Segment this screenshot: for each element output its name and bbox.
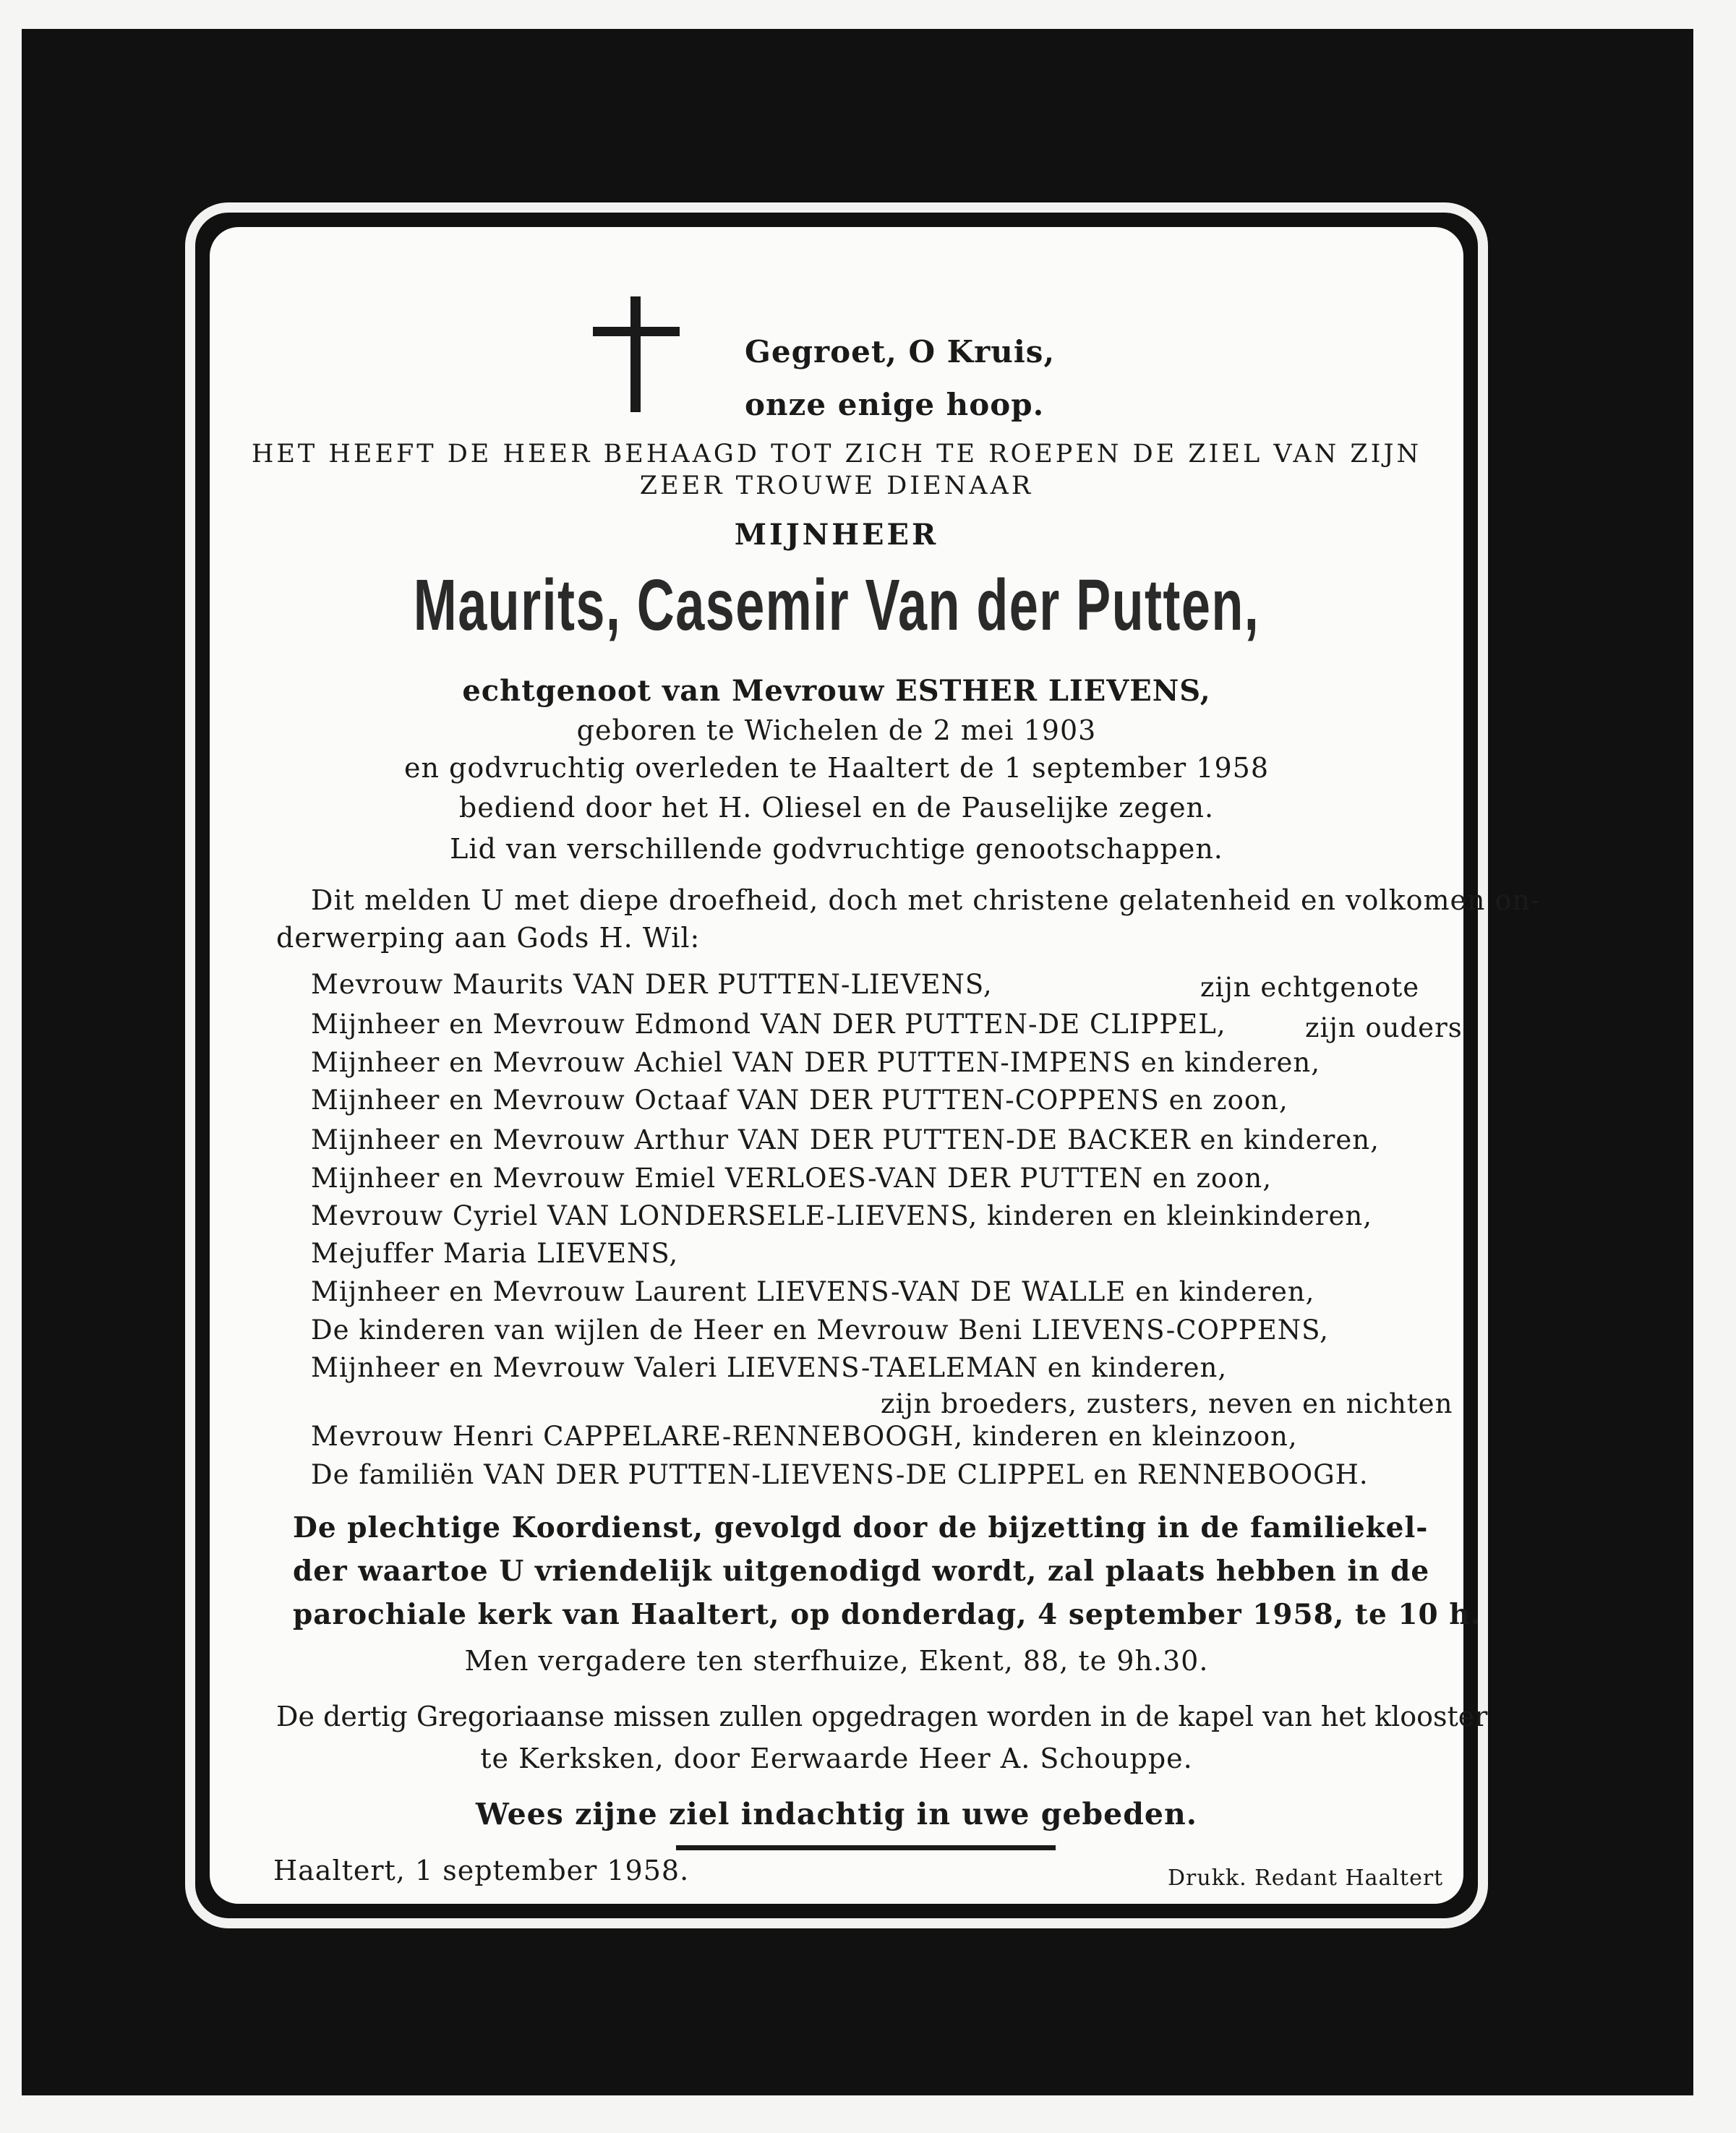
mourner-row: Mevrouw Cyriel VAN LONDERSELE-LIEVENS, kinderen en kleinkinderen, [311, 1200, 1372, 1231]
mourner-row: Mijnheer en Mevrouw Edmond VAN DER PUTTEN-DE CLIPPEL, [311, 1009, 1226, 1040]
greeting-line-2: onze enige hoop. [745, 387, 1045, 422]
death-line: en godvruchtig overleden te Haaltert de 1 september 1958 [404, 752, 1269, 784]
notice-line-1: Dit melden U met diepe droefheid, doch met christene gelatenheid en volkomen on- [311, 884, 1541, 916]
deceased-name: Maurits, Casemir Van der Putten, [413, 565, 1260, 646]
mourner-row: Mevrouw Maurits VAN DER PUTTEN-LIEVENS, [311, 969, 993, 1000]
mourner-row: Mijnheer en Mevrouw Arthur VAN DER PUTTEN-DE BACKER en kinderen, [311, 1124, 1380, 1155]
service-line-3: parochiale kerk van Haaltert, op donderdag, 4 september 1958, te 10 h. [293, 1598, 1481, 1631]
deceased-name-wrap [210, 564, 1463, 647]
spouse-line: echtgenoot van Mevrouw ESTHER LIEVENS, [462, 674, 1211, 708]
mourner-row: Mijnheer en Mevrouw Valeri LIEVENS-TAELEMAN en kinderen, [311, 1352, 1228, 1383]
mourner-row: Mijnheer en Mevrouw Octaaf VAN DER PUTTEN-COPPENS en zoon, [311, 1085, 1288, 1116]
prayer-underline [676, 1845, 1056, 1850]
service-line-1: De plechtige Koordienst, gevolgd door de bijzetting in de familiekel- [293, 1511, 1429, 1544]
mourner-row: De familiën VAN DER PUTTEN-LIEVENS-DE CLIPPEL en RENNEBOOGH. [311, 1459, 1369, 1490]
service-line-2: der waartoe U vriendelijk uitgenodigd wordt, zal plaats hebben in de [293, 1555, 1430, 1588]
mourner-row: Mijnheer en Mevrouw Emiel VERLOES-VAN DER PUTTEN en zoon, [311, 1163, 1273, 1194]
prayer-line: Wees zijne ziel indachtig in uwe gebeden. [475, 1797, 1198, 1831]
notice-line-2: derwerping aan Gods H. Wil: [276, 922, 701, 954]
place-date: Haaltert, 1 september 1958. [273, 1855, 690, 1886]
cross-icon [593, 296, 680, 412]
greeting-line-1: Gegroet, O Kruis, [745, 334, 1056, 369]
mourner-relation: zijn ouders [1305, 1012, 1463, 1043]
honorific-title: MIJNHEER [734, 518, 939, 552]
mourner-row: Mijnheer en Mevrouw Laurent LIEVENS-VAN DE WALLE en kinderen, [311, 1276, 1315, 1307]
announcement-line-1: HET HEEFT DE HEER BEHAAGD TOT ZICH TE ROEPEN DE ZIEL VAN ZIJN [251, 440, 1422, 469]
masses-line-1: De dertig Gregoriaanse missen zullen opgedragen worden in de kapel van het klooster [276, 1701, 1488, 1732]
sacraments-line: bediend door het H. Oliesel en de Pauselijke zegen. [458, 792, 1215, 824]
siblings-note: zijn broeders, zusters, neven en nichten [881, 1388, 1453, 1419]
mourner-row: Mejuffer Maria LIEVENS, [311, 1238, 679, 1269]
announcement-line-2: ZEER TROUWE DIENAAR [639, 471, 1034, 500]
birth-line: geboren te Wichelen de 2 mei 1903 [576, 714, 1097, 746]
mourner-row: De kinderen van wijlen de Heer en Mevrouw Beni LIEVENS-COPPENS, [311, 1315, 1329, 1346]
mourner-row: Mijnheer en Mevrouw Achiel VAN DER PUTTEN-IMPENS en kinderen, [311, 1047, 1321, 1078]
masses-line-2: te Kerksken, door Eerwaarde Heer A. Schouppe. [480, 1743, 1193, 1774]
mourner-relation: zijn echtgenote [1200, 972, 1420, 1003]
membership-line: Lid van verschillende godvruchtige genootschappen. [450, 833, 1223, 865]
gathering-line: Men vergadere ten sterfhuize, Ekent, 88, te 9h.30. [464, 1645, 1209, 1677]
mourner-row: Mevrouw Henri CAPPELARE-RENNEBOOGH, kinderen en kleinzoon, [311, 1421, 1298, 1452]
printer-credit: Drukk. Redant Haaltert [1168, 1865, 1444, 1891]
